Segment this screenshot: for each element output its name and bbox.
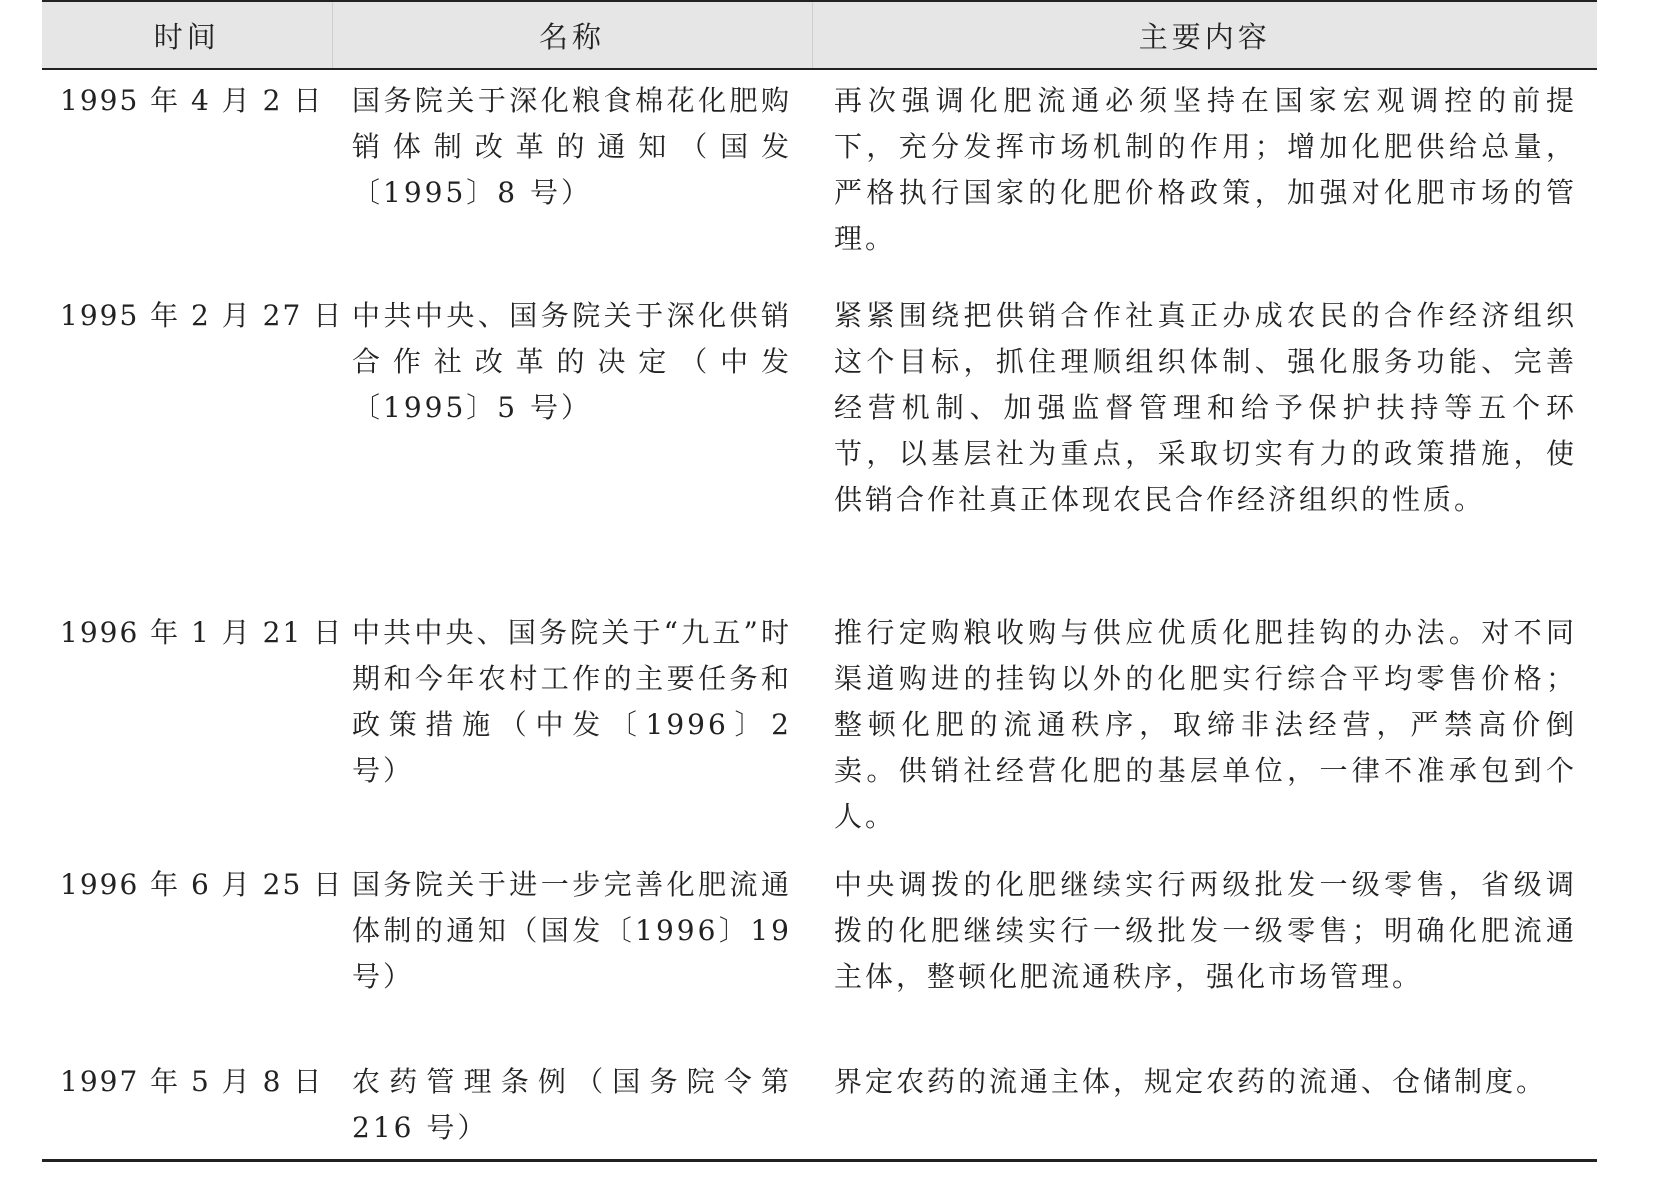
row-date: 1996 年 1 月 21 日	[60, 616, 344, 649]
policy-table-container	[42, 0, 1597, 1162]
row-content: 紧紧围绕把供销合作社真正办成农民的合作经济组织这个目标，抓住理顺组织体制、强化服务功能、完善经营机制、加强监督管理和给予保护扶持等五个环节，以基层社为重点，采取切实有力的政策措施，使供销合作社真正体现农民合作经济组织的性质。	[834, 299, 1577, 516]
table-header	[42, 1, 1597, 69]
row-name: 国务院关于深化粮食棉花化肥购销体制改革的通知（国发〔1995〕8 号）	[352, 84, 792, 209]
table-body	[42, 69, 1597, 1161]
header-row	[42, 1, 1597, 69]
row-content: 中央调拨的化肥继续实行两级批发一级零售，省级调拨的化肥继续实行一级批发一级零售；明确化肥流通主体，整顿化肥流通秩序，强化市场管理。	[834, 868, 1577, 993]
row-content: 推行定购粮收购与供应优质化肥挂钩的办法。对不同渠道购进的挂钩以外的化肥实行综合平均零售价格；整顿化肥的流通秩序，取缔非法经营，严禁高价倒卖。供销社经营化肥的基层单位，一律不准承包到个人。	[834, 616, 1577, 833]
table-row	[42, 602, 1597, 854]
row-date: 1995 年 4 月 2 日	[60, 84, 324, 117]
row-name: 国务院关于进一步完善化肥流通体制的通知（国发〔1996〕19 号）	[352, 868, 792, 993]
table-row	[42, 1051, 1597, 1161]
row-name: 中共中央、国务院关于“九五”时期和今年农村工作的主要任务和政策措施（中发〔1996〕2 号）	[352, 616, 792, 787]
row-date: 1997 年 5 月 8 日	[42, 1051, 332, 1161]
row-name: 农药管理条例（国务院令第 216 号）	[332, 1051, 812, 1161]
header-date: 时间	[42, 1, 332, 69]
row-name: 中共中央、国务院关于深化供销合作社改革的决定（中发〔1995〕5 号）	[352, 299, 792, 424]
row-date: 1996 年 6 月 25 日	[60, 868, 344, 901]
table-row	[42, 854, 1597, 1051]
policy-table	[42, 0, 1597, 1162]
header-name: 名称	[332, 1, 812, 69]
row-date: 1995 年 2 月 27 日	[60, 299, 344, 332]
table-row	[42, 285, 1597, 602]
row-content: 界定农药的流通主体，规定农药的流通、仓储制度。	[812, 1051, 1597, 1161]
row-content: 再次强调化肥流通必须坚持在国家宏观调控的前提下，充分发挥市场机制的作用；增加化肥供给总量，严格执行国家的化肥价格政策，加强对化肥市场的管理。	[834, 84, 1577, 255]
table-row	[42, 69, 1597, 285]
header-content: 主要内容	[812, 1, 1597, 69]
